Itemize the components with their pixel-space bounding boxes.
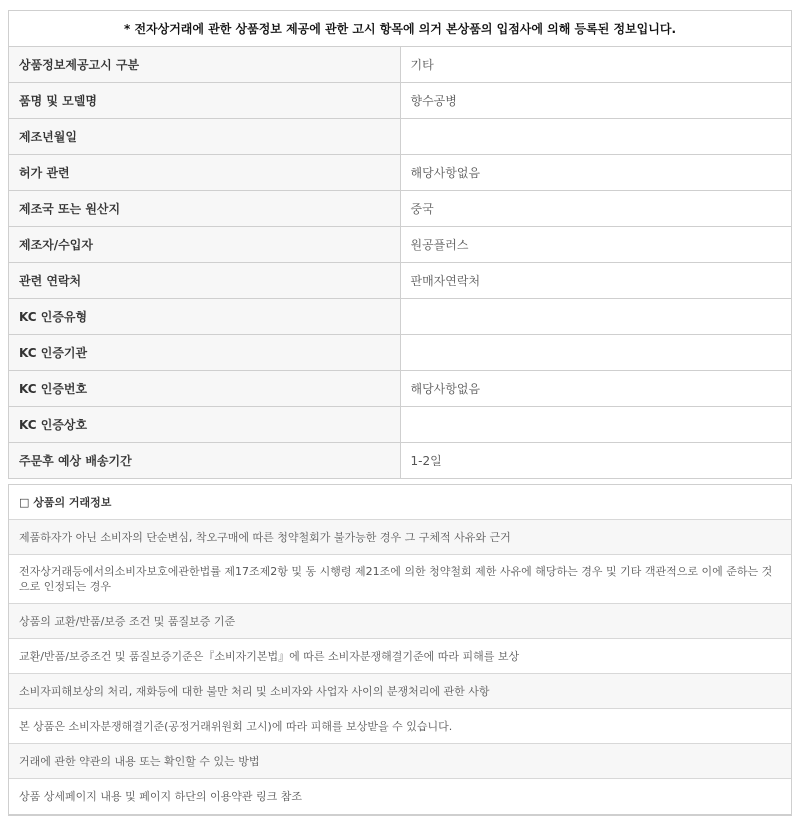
info-label: 주문후 예상 배송기간 (9, 443, 401, 479)
notice-text: * 전자상거래에 관한 상품정보 제공에 관한 고시 항목에 의거 본상품의 입점사에 의해 등록된 정보입니다. (9, 11, 792, 47)
product-info-table (8, 10, 792, 479)
info-label: KC 인증기관 (9, 335, 401, 371)
info-label: KC 인증유형 (9, 299, 401, 335)
info-value: 해당사항없음 (400, 371, 792, 407)
info-value (400, 335, 792, 371)
info-row (9, 47, 792, 83)
trade-info-section (8, 484, 792, 816)
info-label: KC 인증상호 (9, 407, 401, 443)
info-label: 품명 및 모델명 (9, 83, 401, 119)
info-label: 제조국 또는 원산지 (9, 191, 401, 227)
info-label: KC 인증번호 (9, 371, 401, 407)
info-row (9, 83, 792, 119)
info-value (400, 119, 792, 155)
notice-row (9, 11, 792, 47)
trade-question-row: 제품하자가 아닌 소비자의 단순변심, 착오구매에 따른 청약철회가 불가능한 경우 그 구체적 사유와 근거 (9, 520, 791, 555)
trade-question-row: 소비자피해보상의 처리, 재화등에 대한 불만 처리 및 소비자와 사업자 사이의 분쟁처리에 관한 사항 (9, 674, 791, 709)
info-row (9, 443, 792, 479)
info-value: 중국 (400, 191, 792, 227)
info-label: 제조년월일 (9, 119, 401, 155)
info-row (9, 155, 792, 191)
trade-answer-row: 교환/반품/보증조건 및 품질보증기준은『소비자기본법』에 따른 소비자분쟁해결기준에 따라 피해를 보상 (9, 639, 791, 674)
info-row (9, 119, 792, 155)
info-row (9, 335, 792, 371)
product-info-section (8, 10, 792, 479)
trade-question-row: 상품의 교환/반품/보증 조건 및 품질보증 기준 (9, 604, 791, 639)
info-value: 판매자연락처 (400, 263, 792, 299)
trade-question-row: 거래에 관한 약관의 내용 또는 확인할 수 있는 방법 (9, 744, 791, 779)
info-value (400, 407, 792, 443)
info-row (9, 407, 792, 443)
info-row (9, 299, 792, 335)
info-value: 해당사항없음 (400, 155, 792, 191)
info-row (9, 191, 792, 227)
info-value: 1-2일 (400, 443, 792, 479)
info-label: 제조자/수입자 (9, 227, 401, 263)
trade-answer-row: 전자상거래등에서의소비자보호에관한법률 제17조제2항 및 동 시행령 제21조에 의한 청약철회 제한 사유에 해당하는 경우 및 기타 객관적으로 이에 준하는 것으로 인정되는 경우 (9, 555, 791, 604)
trade-answer-row: 본 상품은 소비자분쟁해결기준(공정거래위원회 고시)에 따라 피해를 보상받을 수 있습니다. (9, 709, 791, 744)
info-value (400, 299, 792, 335)
info-label: 허가 관련 (9, 155, 401, 191)
info-row (9, 263, 792, 299)
info-row (9, 371, 792, 407)
info-label: 상품정보제공고시 구분 (9, 47, 401, 83)
info-value: 향수공병 (400, 83, 792, 119)
info-row (9, 227, 792, 263)
trade-info-title: □ 상품의 거래정보 (9, 485, 791, 520)
info-value: 기타 (400, 47, 792, 83)
trade-answer-row: 상품 상세페이지 내용 및 페이지 하단의 이용약관 링크 참조 (9, 779, 791, 814)
info-value: 원공플러스 (400, 227, 792, 263)
info-label: 관련 연락처 (9, 263, 401, 299)
